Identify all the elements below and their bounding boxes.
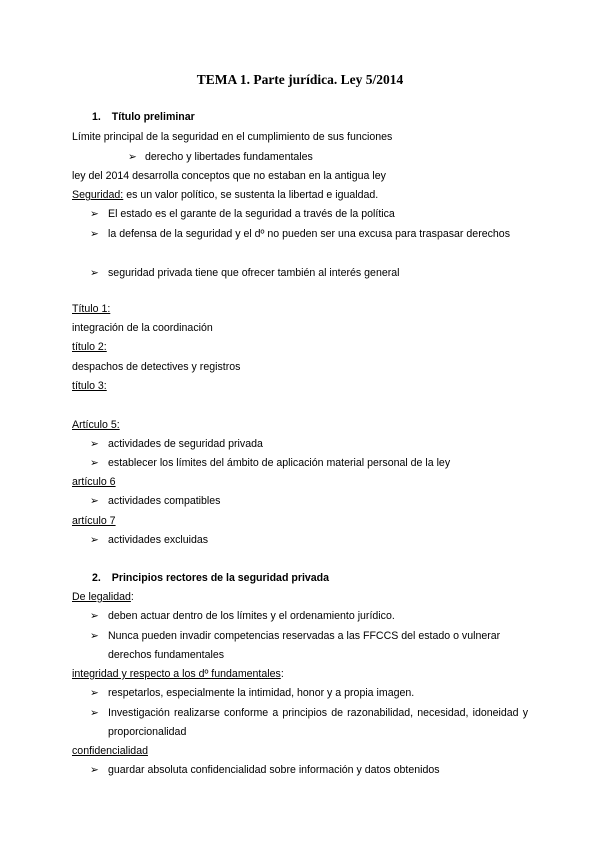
list-item: guardar absoluta confidencialidad sobre información y datos obtenidos	[108, 764, 440, 776]
list-item: actividades excluidas	[108, 534, 209, 546]
titulo-3-label: título 3:	[72, 380, 107, 392]
arrow-bullet-icon: ➢	[90, 707, 99, 719]
arrow-bullet-icon: ➢	[90, 610, 99, 622]
integridad-label: integridad y respecto a los dº fundamentales	[72, 668, 281, 680]
list-item: respetarlos, especialmente la intimidad, honor y a propia imagen.	[108, 687, 415, 699]
section-1-number: 1.	[92, 111, 101, 123]
titulo-2-label: título 2:	[72, 341, 107, 353]
seguridad-label: Seguridad:	[72, 189, 124, 201]
section-2-title: Principios rectores de la seguridad privada	[111, 572, 330, 584]
integridad-heading	[72, 667, 284, 682]
section-2-heading	[92, 571, 329, 586]
titulo-1-text: integración de la coordinación	[72, 322, 213, 334]
list-item: seguridad privada tiene que ofrecer también al interés general	[108, 267, 400, 279]
seguridad-definition	[72, 188, 378, 203]
arrow-bullet-icon: ➢	[90, 228, 99, 240]
list-item: actividades de seguridad privada	[108, 438, 263, 450]
document-title: TEMA 1. Parte jurídica. Ley 5/2014	[196, 72, 404, 87]
list-item: establecer los límites del ámbito de aplicación material personal de la ley	[108, 457, 451, 469]
list-item: deben actuar dentro de los límites y el ordenamiento jurídico.	[108, 610, 395, 622]
arrow-bullet-icon: ➢	[90, 630, 99, 642]
confidencialidad-label: confidencialidad	[72, 745, 148, 757]
articulo-6-label: artículo 6	[72, 476, 116, 488]
legalidad-label: De legalidad	[72, 591, 131, 603]
legalidad-heading	[72, 590, 134, 605]
titulo-1-label: Título 1:	[72, 303, 111, 315]
legalidad-colon: :	[130, 591, 134, 603]
arrow-bullet-icon: ➢	[90, 764, 99, 776]
list-item: actividades compatibles	[108, 495, 221, 507]
titulo-2-text: despachos de detectives y registros	[72, 361, 241, 373]
arrow-bullet-icon: ➢	[90, 208, 99, 220]
list-item: Nunca pueden invadir competencias reservadas a las FFCCS del estado o vulnerar derechos fundamentales	[108, 630, 501, 661]
section-1-heading	[92, 110, 195, 125]
section-1-line-2: ley del 2014 desarrolla conceptos que no estaban en la antigua ley	[72, 170, 386, 182]
section-1-title: Título preliminar	[111, 111, 195, 123]
list-item: Investigación realizarse conforme a principios de razonabilidad, necesidad, idoneidad y proporcionalidad	[108, 707, 528, 738]
list-item: la defensa de la seguridad y el dº no pueden ser una excusa para traspasar derechos	[108, 228, 510, 240]
arrow-bullet-icon: ➢	[90, 457, 99, 469]
arrow-bullet-icon: ➢	[90, 267, 99, 279]
arrow-bullet-icon: ➢	[90, 438, 99, 450]
arrow-bullet-icon: ➢	[90, 495, 99, 507]
articulo-5-label: Artículo 5:	[72, 419, 120, 431]
arrow-bullet-icon: ➢	[90, 687, 99, 699]
seguridad-text: es un valor político, se sustenta la libertad e igualdad.	[123, 189, 379, 201]
list-item: El estado es el garante de la seguridad a través de la política	[108, 208, 395, 220]
articulo-7-label: artículo 7	[72, 515, 116, 527]
section-1-line-1: Límite principal de la seguridad en el cumplimiento de sus funciones	[72, 131, 393, 143]
integridad-colon: :	[280, 668, 284, 680]
sub-bullet-derechos: derecho y libertades fundamentales	[145, 151, 313, 163]
arrow-bullet-icon: ➢	[90, 534, 99, 546]
section-2-number: 2.	[92, 572, 101, 584]
arrow-bullet-icon: ➢	[128, 151, 137, 163]
